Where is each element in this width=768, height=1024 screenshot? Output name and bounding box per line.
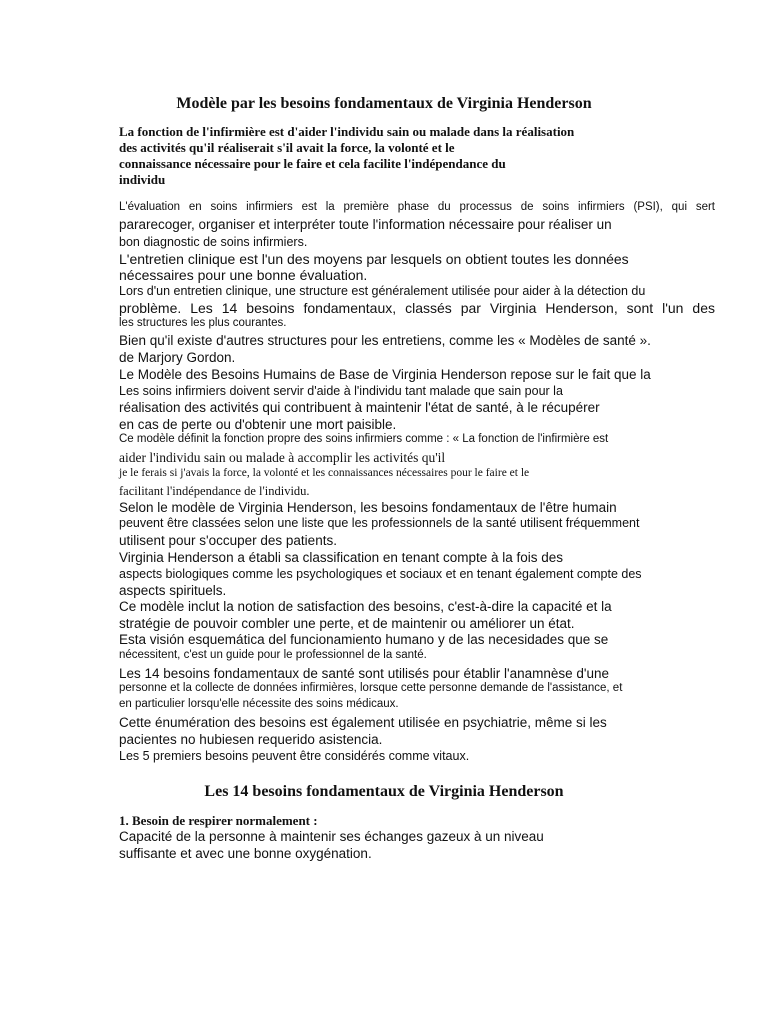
need-heading: 1. Besoin de respirer normalement :	[119, 813, 318, 828]
body-line: Esta visión esquemática del funcionamiento humano y de las necesidades que se	[119, 632, 609, 647]
body-line: Les 14 besoins fondamentaux de santé sont utilisés pour établir l'anamnèse d'une	[119, 666, 609, 681]
body-line: en particulier lorsqu'elle nécessite des soins médicaux.	[119, 698, 399, 710]
need-line: Capacité de la personne à maintenir ses échanges gazeux à un niveau	[119, 829, 544, 844]
document-title: Modèle par les besoins fondamentaux de Virginia Henderson	[176, 95, 592, 112]
body-line: peuvent être classées selon une liste que les professionnels de la santé utilisent fréquemment	[119, 516, 640, 530]
body-line: Les 5 premiers besoins peuvent être considérés comme vitaux.	[119, 749, 470, 763]
intro-paragraph	[119, 124, 639, 188]
body-line: stratégie de pouvoir combler une perte, et de maintenir ou améliorer un état.	[119, 616, 575, 631]
body-line: L'entretien clinique est l'un des moyens par lesquels on obtient toutes les données	[119, 251, 629, 267]
body-line: réalisation des activités qui contribuent à maintenir l'état de santé, à le récupérer	[119, 400, 600, 415]
body-line: les structures les plus courantes.	[119, 317, 287, 329]
need-line: suffisante et avec une bonne oxygénation.	[119, 846, 372, 861]
intro-line: individu	[119, 172, 166, 187]
body-line: Lors d'un entretien clinique, une structure est généralement utilisée pour aider à la détection du	[119, 284, 646, 298]
body-line: L'évaluation en soins infirmiers est la première phase du processus de soins infirmiers (PSI), qui sert	[119, 201, 715, 213]
body-line: je le ferais si j'avais la force, la volonté et les connaissances nécessaires pour le faire et le	[119, 467, 530, 479]
body-line: Ce modèle définit la fonction propre des soins infirmiers comme : « La fonction de l'infirmière est	[119, 433, 609, 445]
body-line: Les soins infirmiers doivent servir d'aide à l'individu tant malade que sain pour la	[119, 384, 563, 398]
intro-line: des activités qu'il réaliserait s'il avait la force, la volonté et le	[119, 140, 455, 155]
body-line: facilitant l'indépendance de l'individu.	[119, 484, 310, 498]
body-line: aider l'individu sain ou malade à accomplir les activités qu'il	[119, 450, 446, 465]
body-line: nécessaires pour une bonne évaluation.	[119, 267, 368, 283]
body-line: personne et la collecte de données infirmières, lorsque cette personne demande de l'assistance, et	[119, 682, 623, 694]
body-line: en cas de perte ou d'obtenir une mort paisible.	[119, 417, 397, 432]
body-line: Cette énumération des besoins est également utilisée en psychiatrie, même si les	[119, 715, 607, 730]
body-line: aspects spirituels.	[119, 583, 227, 598]
section-title: Les 14 besoins fondamentaux de Virginia Henderson	[204, 783, 564, 800]
body-line: utilisent pour s'occuper des patients.	[119, 533, 337, 548]
intro-line: La fonction de l'infirmière est d'aider l'individu sain ou malade dans la réalisation	[119, 124, 575, 139]
body-line: pararecoger, organiser et interpréter toute l'information nécessaire pour réaliser un	[119, 217, 612, 232]
body-line: Virginia Henderson a établi sa classification en tenant compte à la fois des	[119, 550, 564, 565]
body-line: de Marjory Gordon.	[119, 350, 236, 365]
body-line: Bien qu'il existe d'autres structures pour les entretiens, comme les « Modèles de santé ».	[119, 333, 651, 348]
body-line: Le Modèle des Besoins Humains de Base de Virginia Henderson repose sur le fait que la	[119, 367, 651, 382]
body-line: bon diagnostic de soins infirmiers.	[119, 235, 308, 249]
body-line: Ce modèle inclut la notion de satisfaction des besoins, c'est-à-dire la capacité et la	[119, 599, 612, 614]
body-line: pacientes no hubiesen requerido asistencia.	[119, 732, 383, 747]
body-line: nécessitent, c'est un guide pour le professionnel de la santé.	[119, 649, 427, 661]
intro-line: connaissance nécessaire pour le faire et cela facilite l'indépendance du	[119, 156, 506, 171]
body-line: Selon le modèle de Virginia Henderson, les besoins fondamentaux de l'être humain	[119, 500, 617, 515]
body-line: problème. Les 14 besoins fondamentaux, classés par Virginia Henderson, sont l'un des	[119, 300, 715, 316]
body-line: aspects biologiques comme les psychologiques et sociaux et en tenant également compte des	[119, 567, 642, 581]
